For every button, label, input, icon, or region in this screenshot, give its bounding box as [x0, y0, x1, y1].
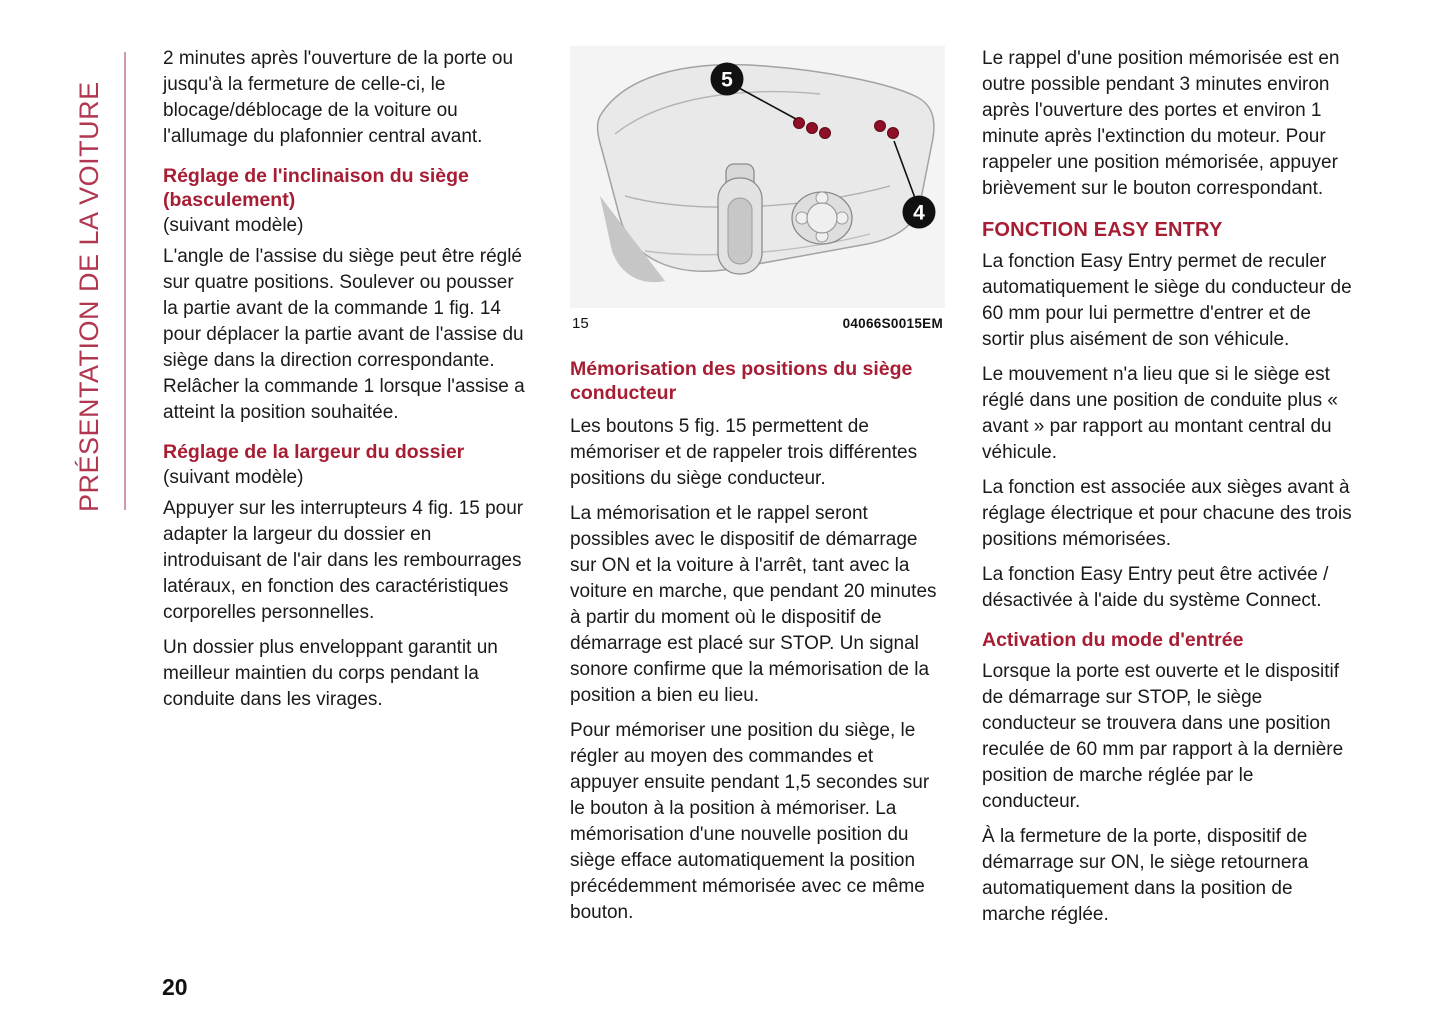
paragraph-door-timer: 2 minutes après l'ouverture de la porte ou jusqu'à la fermeture de celle-ci, le blocage/déblocage de la voiture ou l'allumage du plafonnier central avant.	[163, 48, 514, 148]
knob-lobe	[796, 212, 808, 224]
paragraph-easy-entry-condition: Le mouvement n'a lieu que si le siège est réglé dans une position de conduite plus « avant » par rapport au montant central du véhicule.	[982, 364, 1338, 464]
callout-5-number: 5	[721, 68, 733, 92]
paragraph-memory-store: Pour mémoriser une position du siège, le régler au moyen des commandes et appuyer ensuite pendant 1,5 secondes sur le bouton à la position à mémoriser. La mémorisation d'une nouvelle position du siège efface automatiquement la position précédemment mémorisée avec ce même bouton.	[570, 719, 930, 923]
heading-seat-tilt: Réglage de l'inclinaison du siège (basculement)	[163, 165, 469, 211]
seat-lever-grip	[728, 198, 752, 264]
figure-caption	[572, 315, 943, 332]
seat-body	[598, 65, 934, 272]
heading-backrest-width: Réglage de la largeur du dossier	[163, 440, 465, 463]
heading-entry-mode: Activation du mode d'entrée	[982, 629, 1244, 652]
chapter-sidebar-label: PRÉSENTATION DE LA VOITURE	[74, 81, 104, 512]
seat-adjustment-figure	[570, 46, 945, 308]
column-middle	[570, 46, 945, 935]
memory-button-dot	[820, 128, 831, 139]
knob-lobe	[836, 212, 848, 224]
column-right	[982, 46, 1356, 937]
paragraph-memory-recall: Le rappel d'une position mémorisée est en outre possible pendant 3 minutes environ après l'ouverture des portes et environ 1 minute après l'extinction du moteur. Pour rappeler une position mémorisée, appuyer brièvement sur le bouton correspondant.	[982, 48, 1340, 200]
paragraph-easy-entry-seats: La fonction est associée aux sièges avant à réglage électrique et pour chacune des trois positions mémorisées.	[982, 477, 1352, 551]
width-switch-dot	[888, 128, 899, 139]
knob-lobe	[816, 192, 828, 204]
paragraph-backrest-width: Appuyer sur les interrupteurs 4 fig. 15 pour adapter la largeur du dossier en introduisant de l'air dans les rembourrages latéraux, en fonction des caractéristiques corporelles personnelles.	[163, 497, 524, 623]
paragraph-seat-tilt: L'angle de l'assise du siège peut être réglé sur quatre positions. Soulever ou pousser la partie avant de la commande 1 fig. 14 pour déplacer la partie avant de l'assise du siège dans la direction correspondante. Relâcher la commande 1 lorsque l'assise a atteint la position souhaitée.	[163, 245, 525, 423]
figure-code: 04066S0015EM	[842, 316, 943, 331]
variant-note: (suivant modèle)	[163, 466, 304, 488]
paragraph-backrest-support: Un dossier plus enveloppant garantit un meilleur maintien du corps pendant la conduite dans les virages.	[163, 636, 498, 710]
paragraph-memory-conditions: La mémorisation et le rappel seront possibles avec le dispositif de démarrage sur ON et la voiture à l'arrêt, tant avec la voiture en marche, que pendant 20 minutes à partir du moment où le dispositif de démarrage est placé sur STOP. Un signal sonore confirme que la mémorisation de la position a bien eu lieu.	[570, 502, 937, 706]
heading-easy-entry: FONCTION EASY ENTRY	[982, 219, 1223, 242]
width-switch-dot	[875, 121, 886, 132]
paragraph-easy-entry-intro: La fonction Easy Entry permet de reculer automatiquement le siège du conducteur de 60 mm pour lui permettre d'entrer et de sortir plus aisément de son véhicule.	[982, 251, 1352, 351]
knob-center	[807, 203, 837, 233]
paragraph-easy-entry-connect: La fonction Easy Entry peut être activée / désactivée à l'aide du système Connect.	[982, 564, 1329, 612]
paragraph-entry-mode-open: Lorsque la porte est ouverte et le dispositif de démarrage sur STOP, le siège conducteur se trouvera dans une position reculée de 60 mm par rapport à la dernière position de marche réglée par le conducteur.	[982, 661, 1344, 813]
callout-4-number: 4	[913, 201, 925, 225]
memory-button-dot	[807, 123, 818, 134]
page-number: 20	[162, 974, 188, 1000]
seat-illustration	[570, 46, 945, 308]
figure-number: 15	[572, 315, 589, 332]
column-left	[163, 46, 531, 722]
heading-memory-positions: Mémorisation des positions du siège conducteur	[570, 358, 913, 404]
paragraph-memory-buttons: Les boutons 5 fig. 15 permettent de mémoriser et de rappeler trois différentes positions du siège conducteur.	[570, 415, 918, 489]
chapter-sidebar-rule	[124, 52, 126, 510]
paragraph-entry-mode-close: À la fermeture de la porte, dispositif de démarrage sur ON, le siège retournera automatiquement dans la position de marche réglée.	[982, 826, 1309, 926]
variant-note: (suivant modèle)	[163, 214, 304, 236]
